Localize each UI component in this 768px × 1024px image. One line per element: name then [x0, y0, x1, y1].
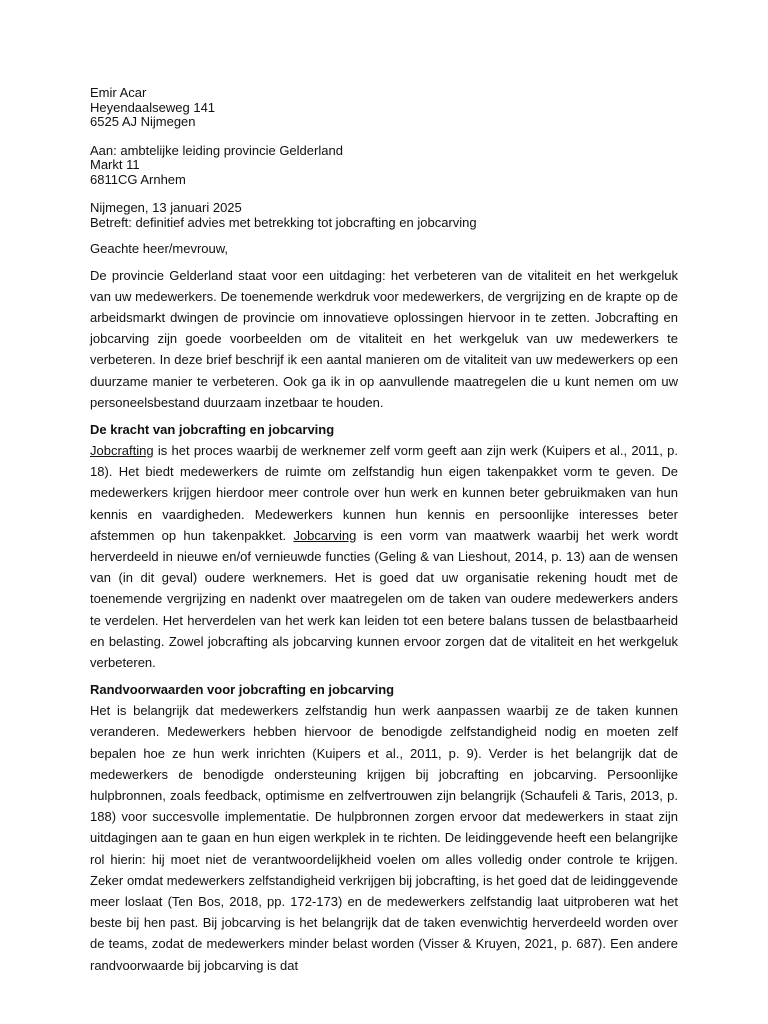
letter-body — [90, 86, 678, 976]
sender-address — [90, 86, 678, 130]
place-date: Nijmegen, 13 januari 2025 — [90, 200, 242, 215]
letter-meta — [90, 201, 678, 230]
recipient-address — [90, 144, 678, 188]
paragraph-text-part: is een vorm van maatwerk waarbij het werk wordt herverdeeld in nieuwe en/of vernieuwde functies (Geling & van Lieshout, 2014, p. 13) aan de wensen van (in dit geval) oudere werknemers. Het is goed dat uw organisatie rekening houdt met de toenemende vergrijzing en nadenkt over maatregelen om de taken van oudere medewerkers anders te verdelen. Het herverdelen van het werk kan leiden tot een betere balans tussen de belastbaarheid en belasting. Zowel jobcrafting als jobcarving kunnen ervoor zorgen dat de vitaliteit en het werkgeluk verbeteren. — [90, 527, 678, 670]
section-paragraph-randvoorwaarden: Het is belangrijk dat medewerkers zelfstandig hun werk aanpassen waarbij ze de taken kunnen veranderen. Medewerkers hebben hiervoor de benodigde zelfstandigheid nodig en moeten zelf bepalen hoe ze hun werk inrichten (Kuipers et al., 2011, p. 9). Verder is het belangrijk dat de medewerkers de benodigde ondersteuning krijgen bij jobcrafting en jobcarving. Persoonlijke hulpbronnen, zoals feedback, optimisme en zelfvertrouwen zijn belangrijk (Schaufeli & Taris, 2013, p. 188) voor succesvolle implementatie. De hulpbronnen zorgen ervoor dat medewerkers in staat zijn uitdagingen aan te gaan en hun eigen werkplek in te richten. De leidinggevende heeft een belangrijke rol hierin: hij moet niet de verantwoordelijkheid voelen om alles volledig onder controle te krijgen. Zeker omdat medewerkers zelfstandigheid verkrijgen bij jobcrafting, is het goed dat de leidinggevende meer loslaat (Ten Bos, 2018, pp. 172-173) en de medewerkers zelfstandig laat uitproberen wat het beste bij hen past. Bij jobcarving is het belangrijk dat de taken evenwichtig herverdeeld worden over de teams, zodat de medewerkers minder belast worden (Visser & Kruyen, 2021, p. 687). Een andere randvoorwaarde bij jobcarving is dat — [90, 703, 678, 973]
recipient-street: Markt 11 — [90, 157, 140, 172]
intro-paragraph: De provincie Gelderland staat voor een uitdaging: het verbeteren van de vitaliteit en het werkgeluk van uw medewerkers. De toenemende werkdruk voor medewerkers, de vergrijzing en de krapte op de arbeidsmarkt dwingen de provincie om innovatieve oplossingen hiervoor in te zetten. Jobcrafting en jobcarving zijn goede voorbeelden om de vitaliteit en het werkgeluk van uw medewerkers te verbeteren. In deze brief beschrijf ik een aantal manieren om de vitaliteit van uw medewerkers op een duurzame manier te verbeteren. Ook ga ik in op aanvullende maatregelen die u kunt nemen om uw personeelsbestand duurzaam inzetbaar te houden. — [90, 267, 678, 410]
section-heading-kracht: De kracht van jobcrafting en jobcarving — [90, 421, 335, 437]
recipient-city: 6811CG Arnhem — [90, 171, 186, 187]
salutation: Geachte heer/mevrouw, — [90, 241, 229, 256]
subject-line: Betreft: definitief advies met betrekking tot jobcrafting en jobcarving — [90, 214, 477, 230]
paragraph-text-part: is het proces waarbij de werknemer zelf vorm geeft aan zijn werk (Kuipers et al., 2011, p. 18). Het biedt medewerkers de ruimte om zelfstandig hun eigen takenpakket vorm te geven. De medewerkers krijgen hierdoor meer controle over hun werk en kunnen beter gebruikmaken van hun kennis en vaardigheden. Medewerkers kunnen hun kennis en persoonlijke interesses beter afstemmen op hun takenpakket. — [90, 442, 678, 543]
sender-city: 6525 AJ Nijmegen — [90, 114, 196, 129]
section-paragraph-kracht — [90, 440, 678, 673]
sender-street: Heyendaalseweg 141 — [90, 99, 216, 115]
sender-name: Emir Acar — [90, 85, 147, 100]
term-jobcarving: Jobcarving — [293, 527, 357, 543]
section-heading-randvoorwaarden: Randvoorwaarden voor jobcrafting en jobcarving — [90, 682, 395, 698]
term-jobcrafting: Jobcrafting — [90, 442, 154, 458]
recipient-to: Aan: ambtelijke leiding provincie Gelderland — [90, 142, 343, 158]
